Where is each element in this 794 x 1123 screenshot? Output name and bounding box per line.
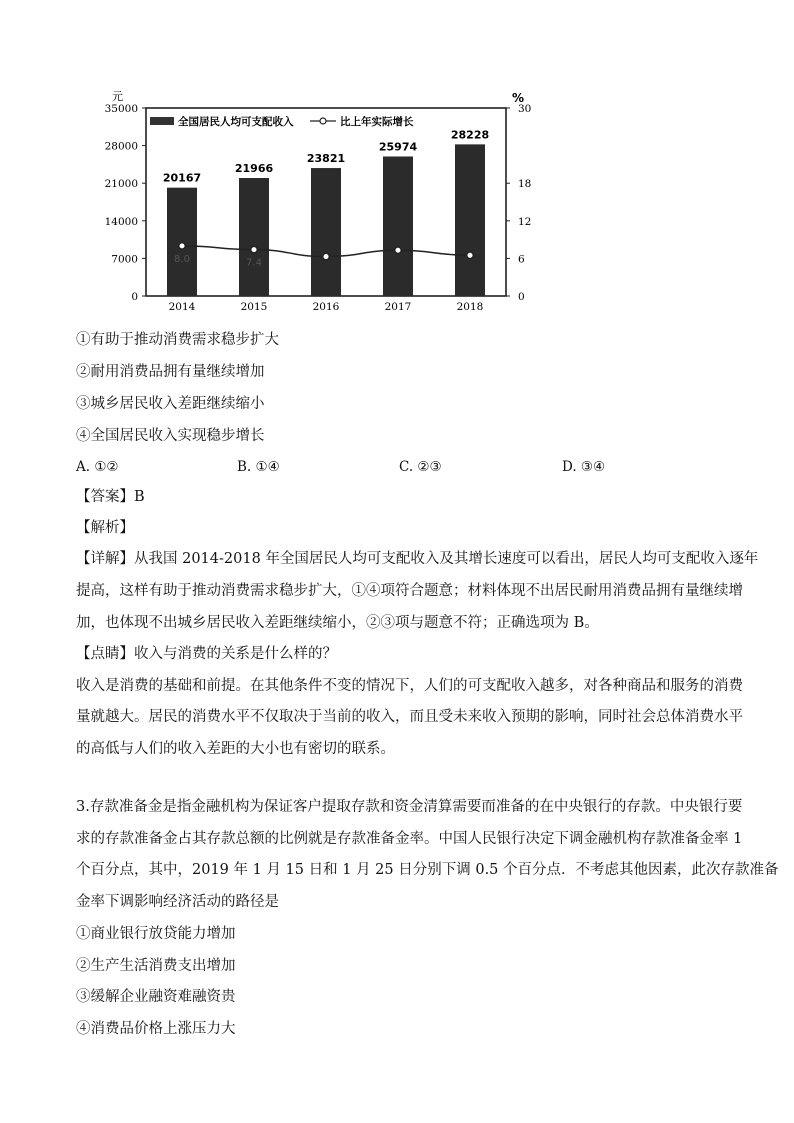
bar-2016 <box>311 168 341 296</box>
bar-value-label: 21966 <box>234 162 274 176</box>
analysis-heading: 【解析】 <box>76 520 134 536</box>
bar-2015 <box>239 178 269 296</box>
point-line-2: 量就越大。居民的消费水平不仅取决于当前的收入，而且受未来收入预期的影响，同时社会总体消费水平 <box>76 709 743 725</box>
right-tick-label: 0 <box>518 291 525 303</box>
growth-point-2017 <box>395 247 401 253</box>
x-tick-label: 2016 <box>312 301 340 313</box>
point-line-3: 的高低与人们的收入差距的大小也有密切的联系。 <box>76 741 395 757</box>
q2-item-2: ②耐用消费品拥有量继续增加 <box>76 364 265 380</box>
q2-item-4: ④全国居民收入实现稳步增长 <box>76 428 265 444</box>
q3-item-1: ①商业银行放贷能力增加 <box>76 926 236 942</box>
left-axis-unit: 元 <box>112 90 123 103</box>
x-tick-label: 2015 <box>240 301 268 313</box>
x-tick-label: 2014 <box>168 301 196 313</box>
left-tick-label: 7000 <box>111 253 138 266</box>
left-tick-label: 0 <box>131 291 138 303</box>
bar-value-label: 20167 <box>162 171 202 185</box>
q3-line-4: 金率下调影响经济活动的路径是 <box>76 894 279 910</box>
growth-point-2014 <box>179 243 185 249</box>
q3-item-3: ③缓解企业融资难融资贵 <box>76 989 236 1005</box>
q3-line-1: 3.存款准备金是指金融机构为保证客户提取存款和资金清算需要而准备的在中央银行的存款。中央银行要 <box>76 799 743 815</box>
legend-line-marker <box>320 118 326 124</box>
bar-2017 <box>383 156 413 296</box>
bar-2014 <box>167 188 197 296</box>
option-d: D. ③④ <box>562 459 606 475</box>
left-tick-label: 28000 <box>104 140 138 153</box>
answer-line: 【答案】B <box>76 489 145 505</box>
growth-point-label: 7.4 <box>246 257 262 269</box>
q3-line-3: 个百分点，其中，2019 年 1 月 15 日和 1 月 25 日分别下调 0.5 个百分点．不考虑其他因素，此次存款准备 <box>76 862 779 878</box>
right-tick-label: 12 <box>518 215 532 228</box>
right-tick-label: 18 <box>518 178 532 191</box>
chart-svg <box>88 88 534 320</box>
bar-value-label: 28228 <box>450 128 490 142</box>
left-tick-label: 35000 <box>104 103 138 115</box>
growth-point-2018 <box>467 252 473 258</box>
q2-item-3: ③城乡居民收入差距继续缩小 <box>76 396 265 412</box>
growth-point-2016 <box>323 253 329 259</box>
option-c: C. ②③ <box>399 459 442 475</box>
right-tick-label: 30 <box>518 103 532 115</box>
detail-line-1: 【详解】从我国 2014-2018 年全国居民人均可支配收入及其增长速度可以看出，居民人均可支配收入逐年 <box>76 551 759 567</box>
legend-bar-label: 全国居民人均可支配收入 <box>178 116 294 128</box>
q2-item-1: ①有助于推动消费需求稳步扩大 <box>76 332 279 348</box>
q3-line-2: 求的存款准备金占其存款总额的比例就是存款准备金率。中国人民银行决定下调金融机构存款准备金率 1 <box>76 831 743 847</box>
bar-2018 <box>455 144 485 296</box>
left-tick-label: 14000 <box>104 215 138 228</box>
detail-line-3: 加，也体现不出城乡居民收入差距继续缩小，②③项与题意不符；正确选项为 B。 <box>76 615 599 631</box>
option-b: B. ①④ <box>237 459 280 475</box>
right-tick-label: 6 <box>518 253 525 266</box>
growth-point-2015 <box>251 246 257 252</box>
income-chart <box>88 88 534 320</box>
growth-point-label: 8.0 <box>174 253 190 265</box>
legend-line-label: 比上年实际增长 <box>340 116 414 128</box>
q3-item-4: ④消费品价格上涨压力大 <box>76 1021 236 1037</box>
legend-bar-swatch <box>150 117 174 125</box>
bar-value-label: 25974 <box>378 140 418 154</box>
bar-value-label: 23821 <box>306 152 346 166</box>
point-heading: 【点睛】收入与消费的关系是什么样的？ <box>76 646 337 662</box>
left-tick-label: 21000 <box>104 178 138 191</box>
q3-item-2: ②生产生活消费支出增加 <box>76 958 236 974</box>
x-tick-label: 2017 <box>384 301 412 313</box>
x-tick-label: 2018 <box>456 301 484 313</box>
detail-line-2: 提高，这样有助于推动消费需求稳步扩大，①④项符合题意；材料体现不出居民耐用消费品拥有量继续增 <box>76 583 743 599</box>
right-axis-unit: % <box>512 91 525 105</box>
point-line-1: 收入是消费的基础和前提。在其他条件不变的情况下，人们的可支配收入越多，对各种商品和服务的消费 <box>76 678 743 694</box>
option-a: A. ①② <box>76 459 119 475</box>
